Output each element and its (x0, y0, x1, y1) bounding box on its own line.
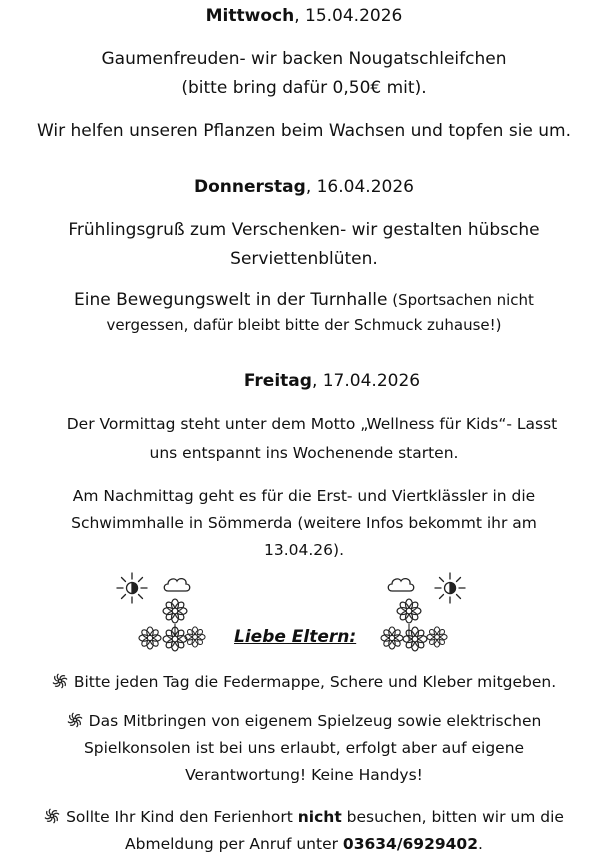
friday-date: , 17.04.2026 (311, 371, 421, 391)
swirl-icon (44, 808, 60, 824)
parents-bullet3-end: . (478, 835, 483, 853)
parents-bullet3-post: besuchen, bitten wir um die (341, 808, 564, 826)
parents-bullet3-line1 (0, 808, 608, 826)
thursday-activity2-note2: vergessen, dafür bleibt bitte der Schmuck zuhause!) (106, 316, 502, 334)
friday-day: Freitag (243, 371, 312, 391)
friday-activity2-line2: Schwimmhalle in Sömmerda (weitere Infos bekommt ihr am (71, 514, 537, 532)
friday-activity2-line3: 13.04.26). (264, 541, 344, 559)
wednesday-activity1-line2: (bitte bring dafür 0,50€ mit). (181, 78, 427, 98)
wednesday-day: Mittwoch (205, 6, 295, 26)
sun-cloud-flowers-icon-right (378, 568, 478, 658)
parents-bullet2-line3: Verantwortung! Keine Handys! (185, 766, 423, 784)
friday-activity1-line1: Der Vormittag steht unter dem Motto „Wellness für Kids“- Lasst (66, 415, 558, 433)
parents-bullet1 (0, 673, 608, 691)
parents-bullet1-text: Bitte jeden Tag die Federmappe, Schere und Kleber mitgeben. (73, 673, 557, 691)
sun-cloud-flowers-icon (110, 568, 210, 658)
thursday-day: Donnerstag (194, 177, 306, 197)
swirl-icon (67, 712, 83, 728)
thursday-activity1-line2: Serviettenblüten. (230, 249, 378, 269)
parents-bullet2-line2: Spielkonsolen ist bei uns erlaubt, erfolgt aber auf eigene (83, 739, 525, 757)
parents-bullet3-bold: nicht (297, 808, 342, 826)
wednesday-date: , 15.04.2026 (294, 6, 403, 26)
wednesday-activity1-line1: Gaumenfreuden- wir backen Nougatschleifchen (101, 49, 507, 69)
parents-bullet2-text1: Das Mitbringen von eigenem Spielzeug sowie elektrischen (88, 712, 542, 730)
friday-activity1-line2: uns entspannt ins Wochenende starten. (149, 444, 459, 462)
wednesday-heading (0, 6, 608, 26)
phone-number: 03634/6929402 (342, 835, 479, 853)
wednesday-activity2: Wir helfen unseren Pflanzen beim Wachsen und topfen sie um. (36, 121, 572, 141)
parents-bullet3-line2 (0, 835, 608, 853)
thursday-activity2-main: Eine Bewegungswelt in der Turnhalle (74, 290, 388, 310)
thursday-activity2-line1 (0, 290, 608, 310)
friday-activity2-line1: Am Nachmittag geht es für die Erst- und Viertklässler in die (72, 487, 536, 505)
parents-bullet3-line2-text: Abmeldung per Anruf unter (125, 835, 343, 853)
thursday-date: , 16.04.2026 (305, 177, 414, 197)
parents-heading: Liebe Eltern: (234, 627, 357, 647)
parents-bullet2-line1 (0, 712, 608, 730)
parents-bullet3-pre: Sollte Ihr Kind den Ferienhort (66, 808, 298, 826)
thursday-activity2-note1: (Sportsachen nicht (387, 291, 534, 309)
thursday-heading (0, 177, 608, 197)
thursday-activity1-line1: Frühlingsgruß zum Verschenken- wir gestalten hübsche (68, 220, 540, 240)
friday-heading (28, 371, 608, 391)
swirl-icon (52, 673, 68, 689)
